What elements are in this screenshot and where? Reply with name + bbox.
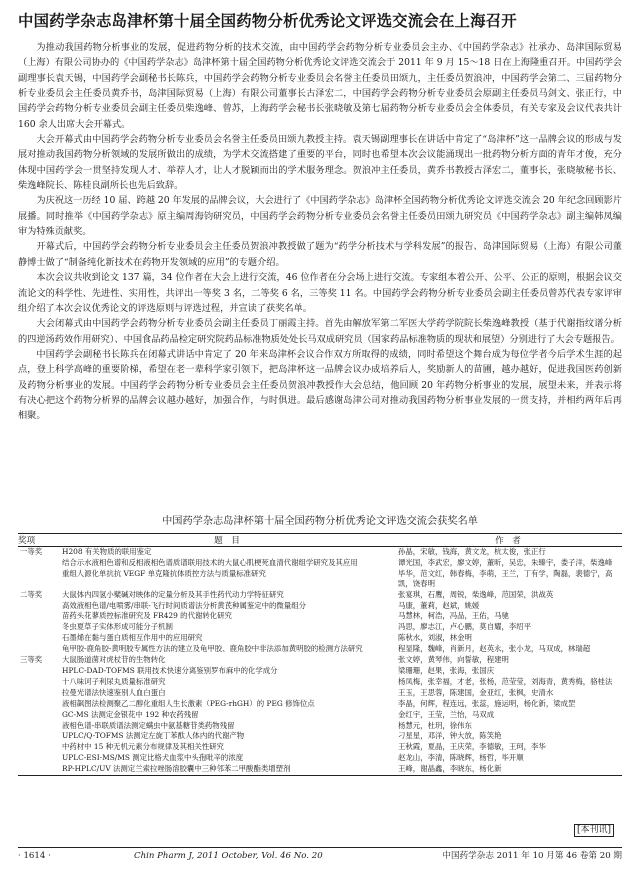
topic-cell: 拉曼光谱法快速鉴别人血白蛋白 <box>62 687 166 697</box>
table-row <box>18 558 622 569</box>
author-cell: 王峰，谢晶鑫，李晓东，杨化新 <box>394 764 622 775</box>
header-author: 作 者 <box>394 534 622 547</box>
award-cell <box>18 611 60 622</box>
table-row <box>18 764 622 775</box>
paragraph-5: 本次会议共收到论文 137 篇，34 位作者在大会上进行交流，46 位作者在分会场上进行交流。专家组本着公开、公平、公正的原则，根据会议交流论文的科学性、先进性、实用性，共评出一等奖 3 名，二等奖 6 名，三等奖 11 名。中国药学会药物分析专业委员会副主任委员曾苏代表专家评审组介绍了本次会议优秀论文的评选原则与评选过程，并宣读了获奖名单。 <box>18 272 622 314</box>
table-row <box>18 569 622 590</box>
table-row <box>18 601 622 612</box>
page-footer <box>18 847 622 864</box>
author-cell: 王玉，王思蓉，陈建国，金亚红，张枫，史清水 <box>398 687 554 697</box>
header-award: 奖项 <box>18 534 60 547</box>
award-table <box>18 533 622 776</box>
award-table-container <box>18 533 622 776</box>
topic-cell: 龟甲胶-鹿角胶-黄明胶专属性方法的建立及龟甲胶、鹿角胶中非法添加黄明胶的检测方法研究 <box>62 644 363 654</box>
award-cell <box>18 633 60 644</box>
topic-cell: 大鼠体内四氢小檗碱对映体的定量分析及其手性药代动力学特征研究 <box>62 589 284 599</box>
award-cell: 二等奖 <box>20 589 43 599</box>
author-cell: 张宴琪，石鹰，周锐，柴逸峰，范国荣，洪战英 <box>398 589 554 599</box>
award-cell <box>18 644 60 655</box>
award-cell <box>18 699 60 710</box>
author-cell: 金红宇，王莹，兰怡，马双成 <box>398 709 495 719</box>
award-cell <box>18 721 60 732</box>
award-cell <box>18 710 60 721</box>
award-table-title: 中国药学杂志岛津杯第十届全国药物分析优秀论文评选交流会获奖名单 <box>162 516 478 527</box>
table-row <box>18 688 622 699</box>
award-table-body <box>18 547 622 776</box>
table-row <box>18 633 622 644</box>
topic-cell: 重组人源化单抗抗 VEGF 单克隆抗体质控方法与质量标准研究 <box>62 568 266 578</box>
author-cell: 李晶，何辉，程连远，张蕊，施运明，杨化新，梁成罡 <box>398 698 576 708</box>
award-table-header-row <box>18 534 622 547</box>
header-topic: 题 目 <box>60 534 394 547</box>
topic-cell: UPLC-ESI-MS/MS 测定比格犬血浆中头孢吡辛的浓度 <box>62 753 244 763</box>
paragraph-4: 开幕式后，中国药学会药物分析专业委员会主任委员贺浪冲教授做了题为“药学分析技术与学科发展”的报告、岛津国际贸易（上海）有限公司董静博士做了“制备纯化新技术在药物开发领域的应用”的专题介绍。 <box>18 241 622 268</box>
table-row <box>18 677 622 688</box>
award-cell <box>18 569 60 590</box>
author-cell: 毕华，范文红，韩春梅，李萌，王兰，丁有学，陶磊，裴德宁，高凯，饶春明 <box>398 568 613 588</box>
topic-cell: UPLC/Q-TOFMS 法测定左旋丁苯酞人体内的代谢产物 <box>62 731 245 741</box>
award-cell <box>18 731 60 742</box>
article-title: 中国药学杂志岛津杯第十届全国药物分析优秀论文评选交流会在上海召开 <box>18 12 517 30</box>
award-cell <box>18 764 60 775</box>
end-mark: [本刊讯] <box>574 824 614 837</box>
table-row <box>18 753 622 764</box>
award-cell <box>18 753 60 764</box>
topic-cell: 大鼠肠道菌对虎杖苷的生物转化 <box>62 655 166 665</box>
table-row <box>18 710 622 721</box>
table-row <box>18 721 622 732</box>
topic-cell: 苗药头花蓼质控标准研究及 FR429 的代谢转化研究 <box>62 611 232 621</box>
author-cell: 王秋霞，夏晶，王庆荣，李德敏，王珂，李华 <box>398 742 546 752</box>
author-cell: 梁珊珊，赵果，张海，张国庆 <box>398 665 495 675</box>
table-row <box>18 742 622 753</box>
topic-cell: RP-HPLC/UV 法测定兰索拉唑肠溶胶囊中三种邻苯二甲酸酯类增塑剂 <box>60 764 394 775</box>
table-row <box>18 547 622 558</box>
topic-cell: 石墨烯在黏与蛋白质相互作用中的应用研究 <box>62 633 203 643</box>
topic-cell: 冬虫夏草子实体形成可能分子机制 <box>62 622 173 632</box>
paragraph-2: 大会开幕式由中国药学会药物分析专业委员会名誉主任委员田颂九教授主持。袁天锡副理事长在讲话中肯定了“岛津杯”这一品牌会议的形成与发展对推动我国药物分析领域的发展所做出的成绩，为学术交流搭建了重要的平台，同时也希望本次会议能涌现出一批药物分析方面的青年才俊，充分体现中国药学会一贯坚持发现人才、举荐人才，让人才脱颖而出的学术服务理念。贺浪冲主任委员，黄乔书教授古泽宏二，董事长，张晓敏秘书长、柴逸峰院长、陈桂良副所长也先后致辞。 <box>18 134 622 192</box>
author-cell: 马康，董莉，赵斌，姚媛 <box>398 600 480 610</box>
award-cell: 一等奖 <box>20 547 43 556</box>
paragraph-1: 为推动我国药物分析事业的发展，促进药物分析的技术交流，由中国药学会药物分析专业委员会主办、《中国药学杂志》社承办、岛津国际贸易（上海）有限公司协办的《中国药学杂志》岛津杯第十届全国药物分析优秀论文评选交流会于 2011 年 9 月 15～18 日在上海隆重召开。中国药学会副理事长袁天锡，中国药学会副秘书长陈兵，中国药学会药物分析专业委员会名誉主任委员田颂九，主任委员贺浪冲，中国药学会第二、三届药物分析专业委员会主任委员黄乔书，岛津国际贸易（上海）有限公司董事长古泽宏二，中国药学会药物分析专业委员会原副主任委员马剑文、张正行，中国药学会药物分析专业委员会副主任委员柴逸峰、曾苏，上海药学会秘书长张晓敏及第七届药物分析专业委员会全体委员，有关专家及会议代表共计 160 余人出席大会开幕式。 <box>18 42 622 130</box>
topic-cell: 中药材中 15 种无机元素分布规律及其相关性研究 <box>62 742 224 752</box>
award-cell <box>18 622 60 633</box>
journal-citation-en: Chin Pharm J, 2011 October, Vol. 46 No. 20 <box>134 851 323 861</box>
table-row <box>18 644 622 655</box>
table-row <box>18 622 622 633</box>
author-cell: 马慧林，柯浩，冯品，王佑，马驰 <box>398 611 509 621</box>
topic-cell: HPLC-DAD-TOFMS 联用技术快速分离鉴别罗布麻中的化学成分 <box>62 665 278 675</box>
topic-cell: H208 有关物质的联用鉴定 <box>62 547 152 556</box>
award-cell <box>18 677 60 688</box>
journal-citation-cn: 中国药学杂志 2011 年 10 月第 46 卷第 20 期 <box>442 851 622 861</box>
award-cell <box>18 742 60 753</box>
author-cell: 刁星星，邓洋，钟大放，陈笑艳 <box>398 731 502 741</box>
page-number: · 1614 · <box>18 851 51 861</box>
paragraph-7: 中国药学会副秘书长陈兵在闭幕式讲话中肯定了 20 年来岛津杯会议合作双方所取得的成绩，同时希望这个舞台成为每位学者今后学术生涯的起点，登上科学高峰的重要阶梯，希望在老一辈科学家引领下，把岛津杯这一品牌会议办成培养后人，奖励新人的苗圃，越办越好，促进我国医药创新及药物分析事业的发展。中国药学会药物分析专业委员会主任委员贺浪冲教授作大会总结，他回顾 20 年药物分析事业的发展，展望未来，并表示将有决心把这个药物分析界的品牌会议越办越好，加强合作，与时俱进。最后感谢岛津公司对推动我国药物分析事业发展的一贯支持，并相约两年后再相聚。 <box>18 348 622 422</box>
topic-cell: 高效液相色谱/电喷雾/串联-飞行时间质谱法分析黄芪种属鉴定中的微量组分 <box>62 600 306 610</box>
paragraph-3: 为庆祝这一历经 10 届、跨越 20 年发展的品牌会议，大会进行了《中国药学杂志》岛津杯全国药物分析优秀论文评选交流会 20 年纪念回顾影片展播。同时推举《中国药学杂志》原主编周海钧研究员，中国药学会药物分析专业委员会名誉主任委员田颂九研究员《中国药学杂志》副主编韩凤编审为特殊贡献奖。 <box>18 195 622 238</box>
topic-cell: GC-MS 法测定金银花中 192 种农药残留 <box>62 709 199 719</box>
topic-cell: 十八味诃子利尿丸质量标准研究 <box>62 676 166 686</box>
table-row <box>18 731 622 742</box>
award-cell <box>18 688 60 699</box>
award-cell <box>18 558 60 569</box>
topic-cell: 结合示水液相色谱和反相液相色谱质谱联用技术的大鼠心肌梗死血清代谢组学研究及其应用 <box>62 557 358 567</box>
topic-cell: 液相飙图法检测聚乙二醇化重组人生长激素（PEG-rhGH）的 PEG 修饰位点 <box>62 698 315 708</box>
author-cell: 陈秋水，刘淑，林金明 <box>398 633 472 643</box>
author-cell: 杨凤梅，张幸福，才老，张杨，范莹莹，刘海青，黄秀梅，骆桂法 <box>398 676 613 686</box>
author-cell: 程显隆，魏峰，肖新月，赵英永，张小龙，马双成，林瑞超 <box>398 644 591 654</box>
author-cell: 杨慧元，杜玥，徐伟东 <box>398 720 472 730</box>
award-cell <box>18 666 60 677</box>
table-row <box>18 611 622 622</box>
article-body <box>18 40 622 424</box>
table-row <box>18 666 622 677</box>
table-row <box>18 590 622 601</box>
award-cell <box>18 601 60 612</box>
author-cell: 谭光国，李武宏，廖文婷，董昕，吴忠，朱臻宇，娄子洋，柴逸峰 <box>398 557 613 567</box>
author-cell: 孙晶，宋敏，钱海，黄文龙，杭太俊，张正行 <box>398 547 546 556</box>
author-cell: 赵龙山，李清，陈晓辉，杨哲，毕开顺 <box>398 753 524 763</box>
table-row <box>18 655 622 666</box>
author-cell: 冯思，廖志江，卢心鹏，莫自耀，李绍平 <box>398 622 532 632</box>
paragraph-6: 大会闭幕式由中国药学会药物分析专业委员会副主任委员丁丽霞主持。首先由解放军第二军医大学药学院院长柴逸峰教授（基于代谢指纹谱分析的四逆汤药效作用研究）、中国食品药品检定研究院药品标准物质处处长马双成研究员（国家药品标准物质的现状和展望）分别进行了大会专题报告。 <box>18 318 622 345</box>
award-cell: 三等奖 <box>20 655 43 665</box>
topic-cell: 液相色谱-串联质谱法测定螨虫中氨基糖苷类药物残留 <box>62 720 235 730</box>
table-row <box>18 699 622 710</box>
author-cell: 张文婷，黄琴伟，向誓敏，程建明 <box>398 655 509 665</box>
